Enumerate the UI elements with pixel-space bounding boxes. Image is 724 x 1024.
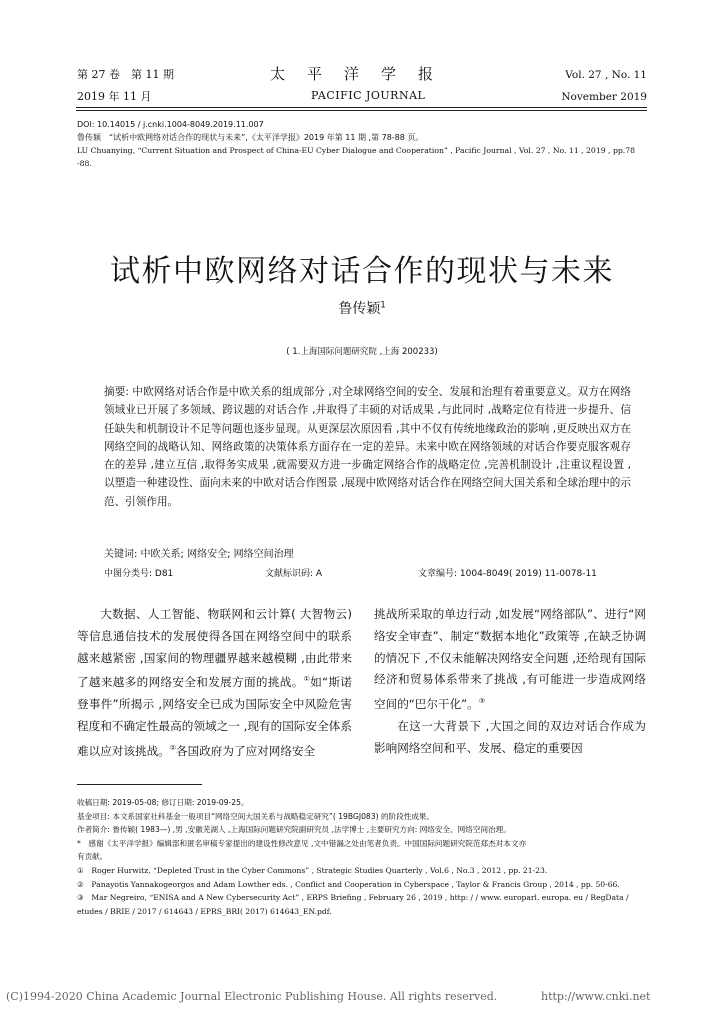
header-volume-cn: 第 27 卷 第 11 期 [77, 68, 174, 81]
citation-cn: 鲁传颖 “试析中欧网络对话合作的现状与未来”,《太平洋学报》2019 年第 11 期 ,第 78-88 页。 [77, 133, 424, 142]
journal-title-cn: 太平洋学报 [270, 65, 456, 83]
citation-en-line2: -88. [77, 159, 92, 168]
body-text: 挑战所采取的单边行动 ,如发展“网络部队”、进行“网络安全审查”、制定“数据本地化”政策等 ,在缺乏协调的情况下 ,不仅未能解决网络安全问题 ,还给现有国际经济和贸易体系带来了挑战 ,有可能进一步造成网络空间的“巴尔干化”。 [374, 607, 646, 712]
clc-number: 中图分类号: D81 [104, 569, 174, 579]
author-line [0, 298, 724, 318]
body-text: 如“斯诺登事件”所揭示 ,网络安全已成为国际安全中风险危害程度和不确定性最高的领域之一 ,现有的国际安全体系难以应对该挑战。 [77, 675, 352, 758]
body-column-left [77, 604, 352, 762]
copyright-watermark: (C)1994-2020 China Academic Journal Electronic Publishing House. All rights reserved. [6, 990, 498, 1003]
document-code: 文献标识码: A [265, 569, 323, 579]
body-column-right [374, 604, 646, 759]
body-paragraph [77, 604, 352, 762]
body-paragraph: 在这一大背景下 ,大国之间的双边对话合作成为影响网络空间和平、发展、稳定的重要因 [374, 718, 646, 755]
footnotes [77, 796, 647, 918]
abstract-text: 中欧网络对话合作是中欧关系的组成部分 ,对全球网络空间的安全、发展和治理有着重要意义。双方在网络领域业已开展了多领域、跨议题的对话合作 ,并取得了丰硕的对话成果 ,与此同时 ,战略定位有待进一步提升、信任缺失和机制设计不足等问题也逐步显现。从更深层次原因看 ,其中不仅有传统地缘政治的影响 ,更反映出双方在网络空间的战略认知、网络政策的决策体系方面存在一定的差异。未来中欧在网络领域的对话合作要克服客观存在的差异 ,建立互信 ,取得务实成果 ,就需要双方进一步确定网络合作的战略定位 ,完善机制设计 ,注重议程设置 ,以塑造一种建设性、面向未来的中欧对话合作图景 ,展现中欧网络对话合作在网络空间大国关系和全球治理中的示范、引领作用。 [104, 386, 631, 508]
citation-en-line1: LU Chuanying, “Current Situation and Prospect of China-EU Cyber Dialogue and Cooperation” , Pacific Journal , Vol. 27 , No. 11 , 2019 , pp.78 [77, 146, 636, 155]
journal-title-en: PACIFIC JOURNAL [311, 89, 426, 102]
footnote-3-line2: etudes / BRIE / 2017 / 614643 / EPRS_BRI( 2017) 614643_EN.pdf. [77, 906, 332, 916]
header-rule-top [76, 107, 647, 108]
abstract-label: 摘要: [104, 386, 129, 398]
received-date: 收稿日期: 2019-05-08; 修订日期: 2019-09-25。 [77, 798, 249, 807]
footnote-ref-3: ③ [478, 697, 485, 706]
footnote-ref-1: ① [303, 675, 311, 684]
acknowledgement-line1: * 感谢《太平洋学报》编辑部和匿名审稿专家提出的建设性修改意见 ,文中错漏之处由笔者负责。中国国际问题研究院范郑杰对本文亦 [77, 838, 527, 848]
footnote-divider [77, 784, 202, 785]
article-meta [77, 118, 647, 170]
footnote-1: ① Roger Hurwitz, “Depleted Trust in the Cyber Commons” , Strategic Studies Quarterly , Vol.6 , No.3 , 2012 , pp. 21-23. [77, 865, 548, 875]
footnote-3-line1: ③ Mar Negreiro, “ENISA and A New Cybersecurity Act” , ERPS Briefing , February 26 , 2019 , http: / / www. europarl. europa. eu / RegData / [77, 893, 629, 903]
article-number: 文章编号: 1004-8049( 2019) 11-0078-11 [418, 569, 597, 579]
header-date-cn: 2019 年 11 月 [77, 90, 152, 103]
article-title: 试析中欧网络对话合作的现状与未来 [110, 254, 614, 289]
body-text: 大数据、人工智能、物联网和云计算( 大智物云) 等信息通信技术的发展使得各国在网络空间中的联系越来越紧密 ,国家间的物理疆界越来越模糊 ,由此带来了越来越多的网络安全和发展方面的挑战。 [77, 607, 352, 690]
header-rule-bottom [76, 110, 647, 111]
author-name: 鲁传颖 [338, 301, 381, 317]
author-bio: 作者简介: 鲁传颖( 1983—) ,男 ,安徽芜湖人 ,上海国际问题研究院副研究员 ,法学博士 ,主要研究方向: 网络安全、网络空间治理。 [77, 825, 511, 835]
header-date-en: November 2019 [561, 91, 647, 103]
abstract [104, 383, 631, 511]
doi: DOI: 10.14015 / j.cnki.1004-8049.2019.11.007 [77, 120, 264, 129]
footnote-ref-2: ② [169, 743, 176, 752]
fund-info: 基金项目: 本文系国家社科基金一般项目“网络空间大国关系与战略稳定研究”( 19BGJ083) 的阶段性成果。 [77, 811, 435, 821]
affiliation: ( 1.上海国际问题研究院 ,上海 200233) [286, 347, 438, 357]
footnote-2: ② Panayotis Yannakogeorgos and Adam Lowther eds. , Conflict and Cooperation in Cyberspace , Taylor & Francis Group , 2014 , pp. 50-66. [77, 879, 620, 889]
body-paragraph [374, 604, 646, 716]
keywords: 关键词: 中欧关系; 网络安全; 网络空间治理 [104, 549, 294, 560]
cnki-link[interactable]: http://www.cnki.net [541, 990, 651, 1003]
acknowledgement-line2: 有贡献。 [77, 852, 108, 862]
author-affiliation-mark: 1 [380, 299, 386, 310]
header-volume-en: Vol. 27 , No. 11 [565, 69, 647, 81]
body-text: 各国政府为了应对网络安全 [176, 743, 316, 758]
